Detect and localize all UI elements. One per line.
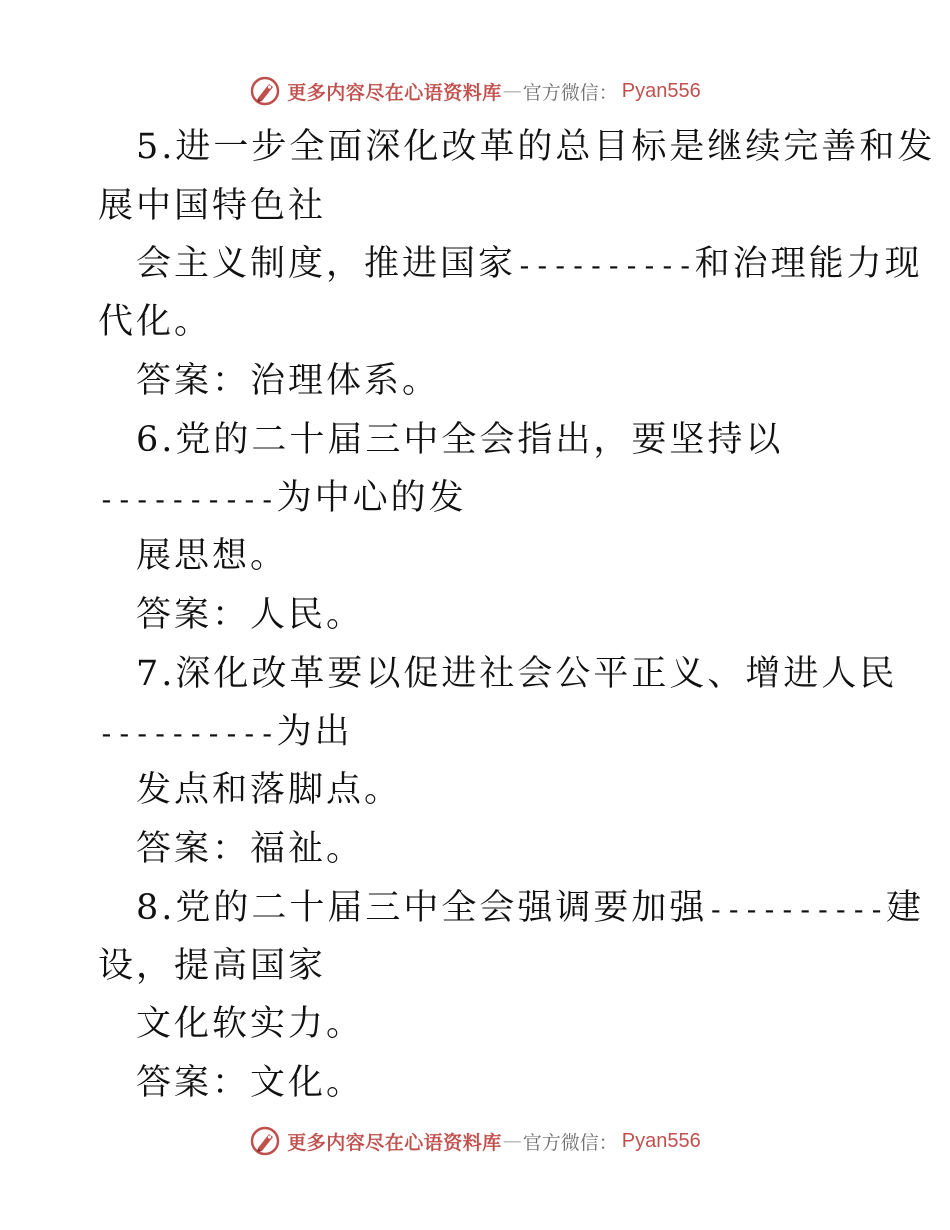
- question-5-line-2: 展中国特色社: [98, 186, 327, 226]
- fill-in-blank: ----------: [98, 483, 277, 516]
- question-8-line-2: 设，提高国家: [98, 946, 327, 986]
- question-5-line-1: 5.进一步全面深化改革的总目标是继续完善和发: [136, 127, 936, 167]
- question-8-line-1: [136, 886, 924, 930]
- question-7-line-2: [98, 710, 353, 754]
- fill-in-blank: ----------: [516, 249, 695, 282]
- fill-in-blank: ----------: [98, 717, 277, 750]
- question-8-text-before-blank: 8.党的二十届三中全会强调要加强: [136, 888, 708, 928]
- question-8-text-after-blank: 建: [885, 888, 924, 928]
- question-5-text-after-blank: 和治理能力现: [694, 244, 923, 284]
- fill-in-blank: ----------: [707, 893, 886, 926]
- wechat-id: Pyan556: [621, 79, 701, 102]
- question-5-line-3: [136, 242, 923, 286]
- official-wechat-label: 官方微信：: [522, 1131, 618, 1154]
- question-6-line-1: 6.党的二十届三中全会指出，要坚持以: [136, 420, 784, 460]
- question-8-answer: 答案：文化。: [136, 1063, 365, 1103]
- question-6-answer: 答案：人民。: [136, 595, 365, 635]
- separator-dash: —: [502, 80, 522, 102]
- question-6-line-2: [98, 476, 467, 520]
- brand-text: 更多内容尽在心语资料库: [287, 1131, 502, 1154]
- question-6-text-after-blank: 为中心的发: [276, 478, 467, 518]
- question-8-line-3: 文化软实力。: [136, 1004, 365, 1044]
- question-7-line-1: 7.深化改革要以促进社会公平正义、增进人民: [136, 654, 898, 694]
- question-5-line-4: 代化。: [98, 302, 213, 342]
- wechat-id: Pyan556: [621, 1129, 701, 1152]
- question-7-line-3: 发点和落脚点。: [136, 770, 403, 810]
- question-7-answer: 答案：福祉。: [136, 829, 365, 869]
- official-wechat-label: 官方微信：: [522, 81, 618, 104]
- question-5-text-before-blank: 会主义制度，推进国家: [136, 244, 517, 284]
- question-6-line-3: 展思想。: [136, 536, 289, 576]
- footer-banner: [0, 1121, 950, 1161]
- question-7-text-after-blank: 为出: [276, 712, 353, 752]
- pen-nib-logo-icon: [249, 1125, 281, 1157]
- question-5-answer: 答案：治理体系。: [136, 361, 441, 401]
- separator-dash: —: [502, 1130, 522, 1152]
- brand-text: 更多内容尽在心语资料库: [287, 81, 502, 104]
